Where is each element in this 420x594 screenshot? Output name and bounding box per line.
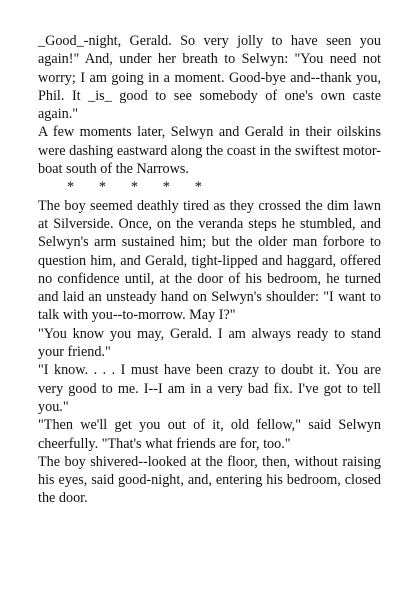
paragraph-goodnight: _Good_-night, Gerald. So very jolly to have seen you again!" And, under her breath to Selwyn: "You need not worry; I am going in a moment. Good-bye and--thank you, Phil. It _is_ good to see somebody of one's own caste again." <box>38 33 381 123</box>
section-separator: * * * * * <box>67 179 202 196</box>
paragraph-you-know: "You know you may, Gerald. I am always ready to stand your friend." <box>38 325 381 361</box>
paragraph-silverside: The boy seemed deathly tired as they crossed the dim lawn at Silverside. Once, on the veranda steps he stumbled, and Selwyn's arm sustained him; but the older man forbore to question him, and Gerald, tight-lipped and haggard, offered no confidence until, at the door of his bedroom, he turned and laid an unsteady hand on Selwyn's shoulder: "I want to talk with you--to-morrow. May I?" <box>38 197 381 324</box>
book-page <box>38 32 381 508</box>
paragraph-boy-shivered: The boy shivered--looked at the floor, then, without raising his eyes, said good-night, and, entering his bedroom, closed the door. <box>38 453 381 507</box>
paragraph-motor-boat: A few moments later, Selwyn and Gerald in their oilskins were dashing eastward along the coast in the swiftest motor-boat south of the Narrows. <box>38 124 381 178</box>
paragraph-then-we: "Then we'll get you out of it, old fellow," said Selwyn cheerfully. "That's what friends are for, too." <box>38 417 381 452</box>
paragraph-i-know: "I know. . . . I must have been crazy to doubt it. You are very good to me. I--I am in a very bad fix. I've got to tell you." <box>38 362 381 415</box>
